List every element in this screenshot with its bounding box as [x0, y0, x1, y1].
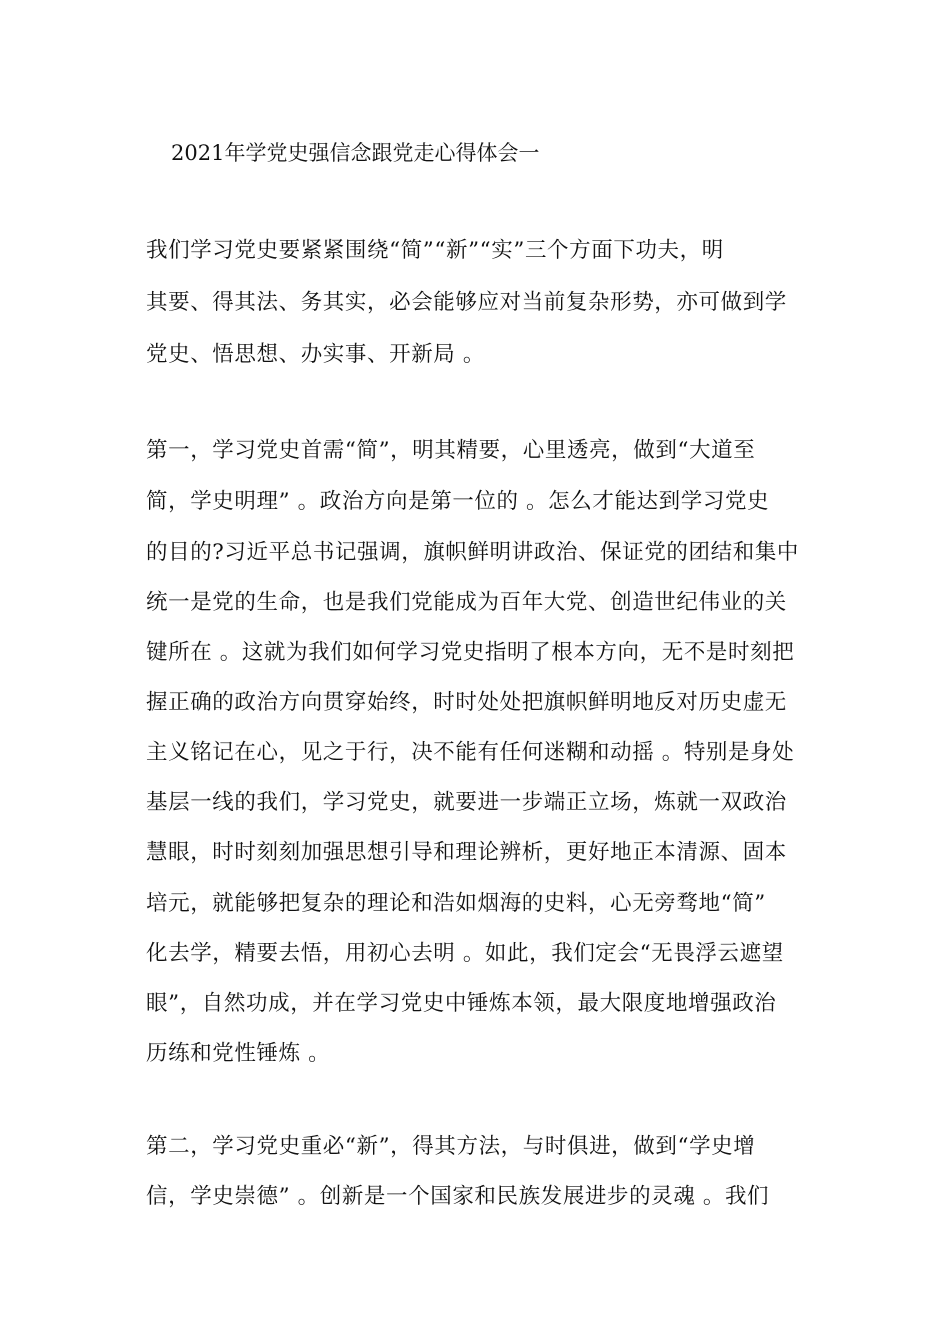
paragraph-3-line-2: 信，学史崇德” 。创新是一个国家和民族发展进步的灵魂 。我们	[146, 1184, 770, 1209]
paragraph-1-line-1: 我们学习党史要紧紧围绕“简”“新”“实”三个方面下功夫，明	[146, 238, 724, 263]
paragraph-2-line-13: 历练和党性锤炼 。	[146, 1041, 331, 1066]
paragraph-2-line-5: 键所在 。这就为我们如何学习党史指明了根本方向，无不是时刻把	[146, 640, 795, 665]
paragraph-2-line-9: 慧眼，时时刻刻加强思想引导和理论辨析，更好地正本清源、固本	[146, 840, 787, 865]
paragraph-1-line-3: 党史、悟思想、办实事、开新局 。	[146, 342, 485, 367]
paragraph-2-line-11: 化去学，精要去悟，用初心去明 。如此，我们定会“无畏浮云遮望	[146, 941, 784, 966]
paragraph-2-line-10: 培元，就能够把复杂的理论和浩如烟海的史料，心无旁骛地“简”	[146, 891, 766, 916]
paragraph-2-line-6: 握正确的政治方向贯穿始终，时时处处把旗帜鲜明地反对历史虚无	[146, 690, 787, 715]
paragraph-1-line-2: 其要、得其法、务其实，必会能够应对当前复杂形势，亦可做到学	[146, 290, 787, 315]
paragraph-2-line-12: 眼”，自然功成，并在学习党史中锤炼本领，最大限度地增强政治	[146, 991, 777, 1016]
paragraph-2-line-7: 主义铭记在心，见之于行，决不能有任何迷糊和动摇 。特别是身处	[146, 740, 795, 765]
paragraph-2-line-3: 的目的?习近平总书记强调，旗帜鲜明讲政治、保证党的团结和集中	[146, 540, 800, 565]
paragraph-2-line-4: 统一是党的生命，也是我们党能成为百年大党、创造世纪伟业的关	[146, 590, 787, 615]
paragraph-3-line-1: 第二，学习党史重必“新”，得其方法，与时俱进，做到“学史增	[146, 1134, 756, 1159]
paragraph-2-line-2: 简，学史明理” 。政治方向是第一位的 。怎么才能达到学习党史	[146, 489, 770, 514]
document-title: 2021年学党史强信念跟党走心得体会一	[171, 141, 540, 165]
paragraph-2-line-1: 第一，学习党史首需“简”，明其精要，心里透亮，做到“大道至	[146, 438, 756, 463]
paragraph-2-line-8: 基层一线的我们，学习党史，就要进一步端正立场，炼就一双政治	[146, 790, 787, 815]
